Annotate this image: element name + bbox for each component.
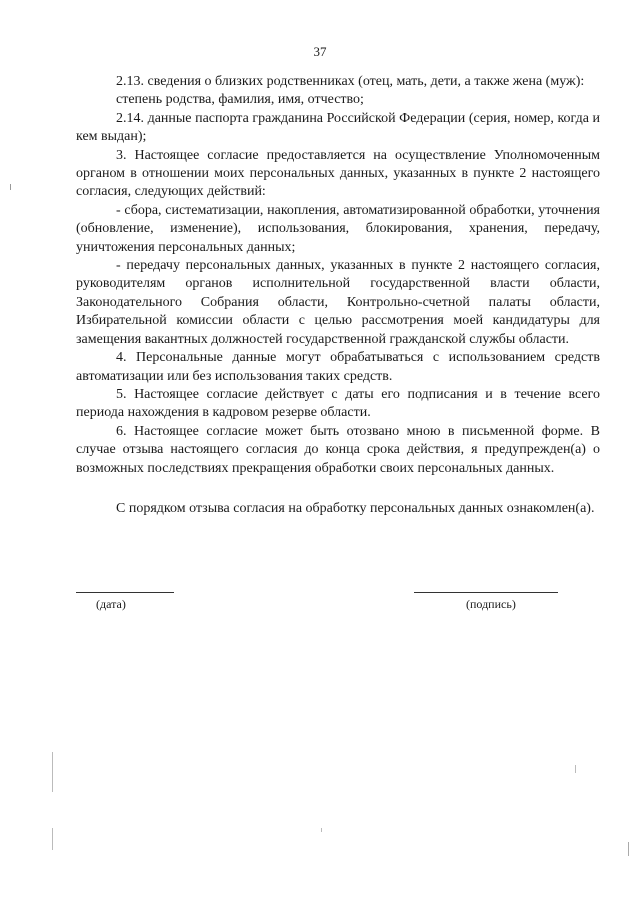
paragraph-6: 6. Настоящее согласие может быть отозвано мною в письменной форме. В случае отзыва настоящего согласия до конца срока действия, я предупрежден(а) о возможных последствиях прекращения обработки своих персональных данных. <box>76 423 600 476</box>
paragraph-5: 5. Настоящее согласие действует с даты его подписания и в течение всего периода нахождения в кадровом резерве области. <box>76 386 600 421</box>
acknowledgement: С порядком отзыва согласия на обработку персональных данных ознакомлен(а). <box>116 500 595 516</box>
scan-artifact <box>52 828 53 850</box>
scan-artifact <box>628 842 629 856</box>
scan-artifact <box>321 828 322 832</box>
date-label: (дата) <box>96 597 126 611</box>
signature-line <box>414 592 558 593</box>
page-number: 37 <box>313 44 327 59</box>
paragraph-3-actions: - сбора, систематизации, накопления, автоматизированной обработки, уточнения (обновление, изменение), использования, блокирования, хранения, передачу, уничтожения персональных данных; <box>76 202 600 255</box>
paragraph-2-13-details: степень родства, фамилия, имя, отчество; <box>116 92 364 108</box>
paragraph-2-14: 2.14. данные паспорта гражданина Российской Федерации (серия, номер, когда и кем выдан); <box>76 110 600 145</box>
date-line <box>76 592 174 593</box>
document-body <box>76 73 600 518</box>
paragraph-3: 3. Настоящее согласие предоставляется на осуществление Уполномоченным органом в отношении моих персональных данных, указанных в пункте 2 настоящего согласия, следующих действий: <box>76 147 600 200</box>
scan-artifact <box>575 765 576 773</box>
signature-label: (подпись) <box>466 597 516 611</box>
scan-artifact <box>52 752 53 792</box>
scan-artifact <box>10 184 11 190</box>
paragraph-4: 4. Персональные данные могут обрабатываться с использованием средств автоматизации или без использования таких средств. <box>76 350 600 384</box>
paragraph-3-transfer: - передачу персональных данных, указанных в пункте 2 настоящего согласия, руководителям органов исполнительной государственной власти области, Законодательного Собрания области, Контрольно-счетной палаты области, Избирательной комиссии области с целью рассмотрения моей кандидатуры для замещения вакантных должностей государственной гражданской службы области. <box>76 258 600 347</box>
paragraph-2-13: 2.13. сведения о близких родственниках (отец, мать, дети, а также жена (муж): <box>116 74 585 89</box>
signature-row <box>0 592 640 622</box>
